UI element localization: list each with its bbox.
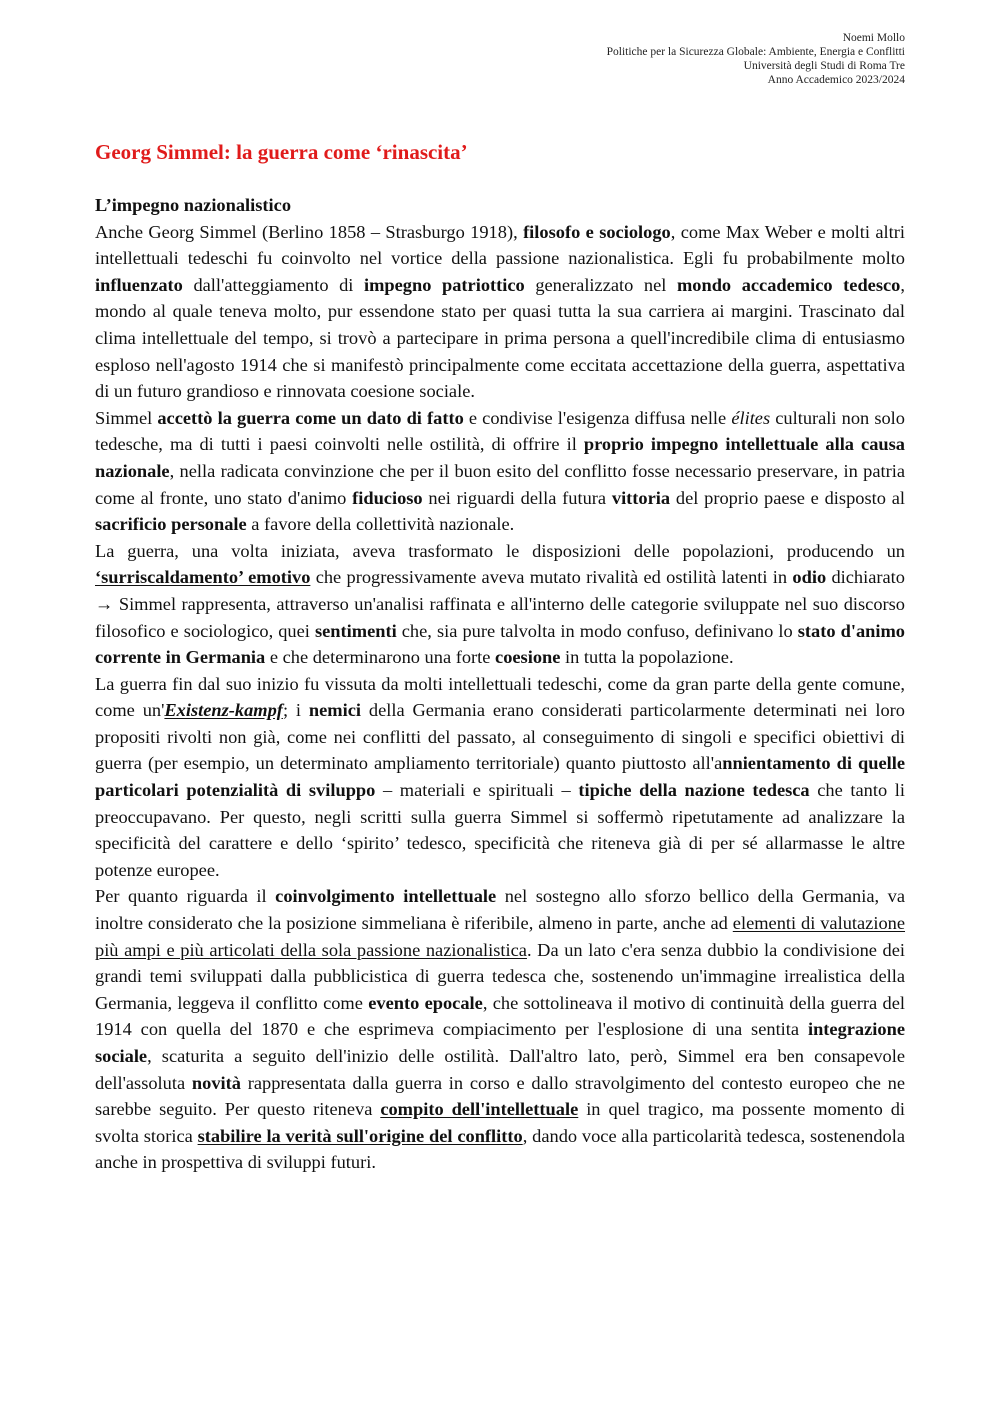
emphasized-text: coinvolgimento intellettuale <box>275 886 497 907</box>
emphasized-text: compito dell'intellettuale <box>380 1099 579 1120</box>
text-run: , che sottolineava il motivo di continuità della guerra del 1914 con quella del 1870 e che esprimeva compiacimento per l'esplosione di una sentita <box>95 992 905 1040</box>
text-run: rappresentata dalla guerra in corso e dallo stravolgimento del contesto europeo che ne sarebbe seguito. Per questo riteneva <box>95 1072 905 1120</box>
emphasized-text: ‘surriscaldamento’ emotivo <box>95 567 311 588</box>
text-run: dichiarato → Simmel rappresenta, attraverso un'analisi raffinata e all'interno delle categorie sviluppate nel suo discorso filosofico e sociologico, quei <box>95 567 905 641</box>
text-run: , dando voce alla particolarità tedesca, sostenendola anche in prospettiva di sviluppi futuri. <box>95 1125 905 1173</box>
emphasized-text: mondo accademico tedesco <box>676 274 901 295</box>
document-title: Georg Simmel: la guerra come ‘rinascita’ <box>95 140 468 164</box>
text-run: che, sia pure talvolta in modo confuso, definivano lo <box>396 620 798 641</box>
emphasized-text: novità <box>191 1072 241 1093</box>
text-run: , nella radicata convinzione che per il buon esito del conflitto fosse necessario preservare, in patria come al fronte, uno stato d'animo <box>95 460 905 508</box>
text-run: La guerra, una volta iniziata, aveva trasformato le disposizioni delle popolazioni, producendo un <box>95 540 905 561</box>
text-run: nei riguardi della futura <box>422 487 612 508</box>
text-run: e condivise l'esigenza diffusa nelle <box>463 407 732 428</box>
text-run: nel sostegno allo sforzo bellico della Germania, va inoltre considerato che la posizione simmeliana è riferibile, almeno in parte, anche ad <box>95 886 906 934</box>
text-run: del proprio paese e disposto al <box>670 487 905 508</box>
text-run: – materiali e spirituali – <box>375 780 579 801</box>
emphasized-text: odio <box>792 567 827 588</box>
paragraph <box>95 405 905 538</box>
text-run: Anche Georg Simmel (Berlino 1858 – Strasburgo 1918), <box>95 221 524 242</box>
text-run: , mondo al quale teneva molto, pur essendone stato per quasi tutta la sua carriera ai margini. Trascinato dal clima intellettuale del tempo, si trovò a partecipare in prima persona a quell'incredibile clima di entusiasmo esploso nell'agosto 1914 che si manifestò principalmente come eccitata accettazione della guerra, aspettativa di un futuro grandioso e rinnovata coesione sociale. <box>95 274 905 402</box>
emphasized-text: proprio impegno intellettuale alla causa nazionale <box>95 434 905 481</box>
emphasized-text: filosofo e sociologo <box>523 221 671 242</box>
text-run: in quel tragico, ma possente momento di svolta storica <box>95 1099 906 1146</box>
emphasized-text: sentimenti <box>314 620 397 641</box>
emphasized-text: influenzato <box>95 274 183 295</box>
paragraph <box>95 883 905 1176</box>
section-heading: L’impegno nazionalistico <box>95 195 292 215</box>
emphasized-text: elementi di valutazione più ampi e più articolati della sola passione nazionalistica <box>95 913 906 960</box>
course-name: Politiche per la Sicurezza Globale: Ambiente, Energia e Conflitti <box>606 46 905 58</box>
paragraph <box>95 538 905 671</box>
text-run: ; i <box>282 700 309 721</box>
emphasized-text: nemici <box>308 700 361 721</box>
author-name: Noemi Mollo <box>842 32 905 44</box>
university-name: Università degli Studi di Roma Tre <box>743 60 905 72</box>
text-run: , come Max Weber e molti altri intellettuali tedeschi fu coinvolto nel vortice della passione nazionalistica. Egli fu probabilmente molto <box>95 221 905 269</box>
paragraph <box>95 219 905 405</box>
emphasized-text: vittoria <box>611 487 671 508</box>
text-run: della Germania erano considerati particolarmente determinati nei loro propositi rivolti non già, come nei conflitti del passato, al conseguimento di singoli e specifici obiettivi di guerra (per esempio, un determinato ampliamento territoriale) quanto piuttosto all'a <box>95 700 905 774</box>
emphasized-text: evento epocale <box>368 992 483 1013</box>
text-run: . Da un lato c'era senza dubbio la condivisione dei grandi temi sviluppati dalla pubblicistica di guerra tedesca che, sostenendo un'immagine irrealistica della Germania, leggeva il conflitto come <box>95 939 905 1013</box>
text-run: La guerra fin dal suo inizio fu vissuta da molti intellettuali tedeschi, come da gran parte della gente comune, come un' <box>95 673 905 721</box>
paragraph <box>95 671 905 884</box>
emphasized-text: coesione <box>495 647 561 668</box>
emphasized-text: stabilire la verità sull'origine del conflitto <box>197 1125 523 1146</box>
emphasized-text: fiducioso <box>352 487 423 508</box>
emphasized-text: sacrificio personale <box>95 514 247 535</box>
emphasized-text: Existenz-kampf <box>164 700 283 721</box>
text-run: culturali non solo tedesche, ma di tutti i paesi coinvolti nelle ostilità, di offrire il <box>95 407 905 455</box>
emphasized-text: impegno patriottico <box>363 274 525 295</box>
text-run: Simmel <box>95 407 158 428</box>
text-run: dall'atteggiamento di <box>182 274 364 295</box>
text-run: Per quanto riguarda il <box>95 886 276 907</box>
text-run: generalizzato nel <box>524 274 677 295</box>
text-run: che tanto li preoccupavano. Per questo, negli scritti sulla guerra Simmel si soffermò ripetutamente ad analizzare la specificità del carattere e dello ‘spirito’ tedesco, specificità che riteneva già di per sé allarmasse le altre potenze europee. <box>95 780 905 880</box>
emphasized-text: accettò la guerra come un dato di fatto <box>157 407 464 428</box>
emphasized-text: stato d'animo corrente in Germania <box>95 620 905 668</box>
text-run: , scaturita a seguito dell'inizio delle ostilità. Dall'altro lato, però, Simmel era ben consapevole dell'assoluta <box>95 1046 905 1093</box>
academic-year: Anno Accademico 2023/2024 <box>767 74 905 86</box>
emphasized-text: integrazione sociale <box>95 1019 905 1066</box>
text-run: in tutta la popolazione. <box>560 647 734 668</box>
document-body <box>95 192 905 1176</box>
emphasized-text: élites <box>731 407 771 428</box>
document-header <box>607 31 905 87</box>
emphasized-text: nnientamento di quelle particolari potenzialità di sviluppo <box>95 753 905 801</box>
text-run: a favore della collettività nazionale. <box>246 514 515 535</box>
emphasized-text: tipiche della nazione tedesca <box>578 780 810 801</box>
text-run: e che determinarono una forte <box>265 647 496 668</box>
text-run: che progressivamente aveva mutato rivalità ed ostilità latenti in <box>310 567 793 588</box>
